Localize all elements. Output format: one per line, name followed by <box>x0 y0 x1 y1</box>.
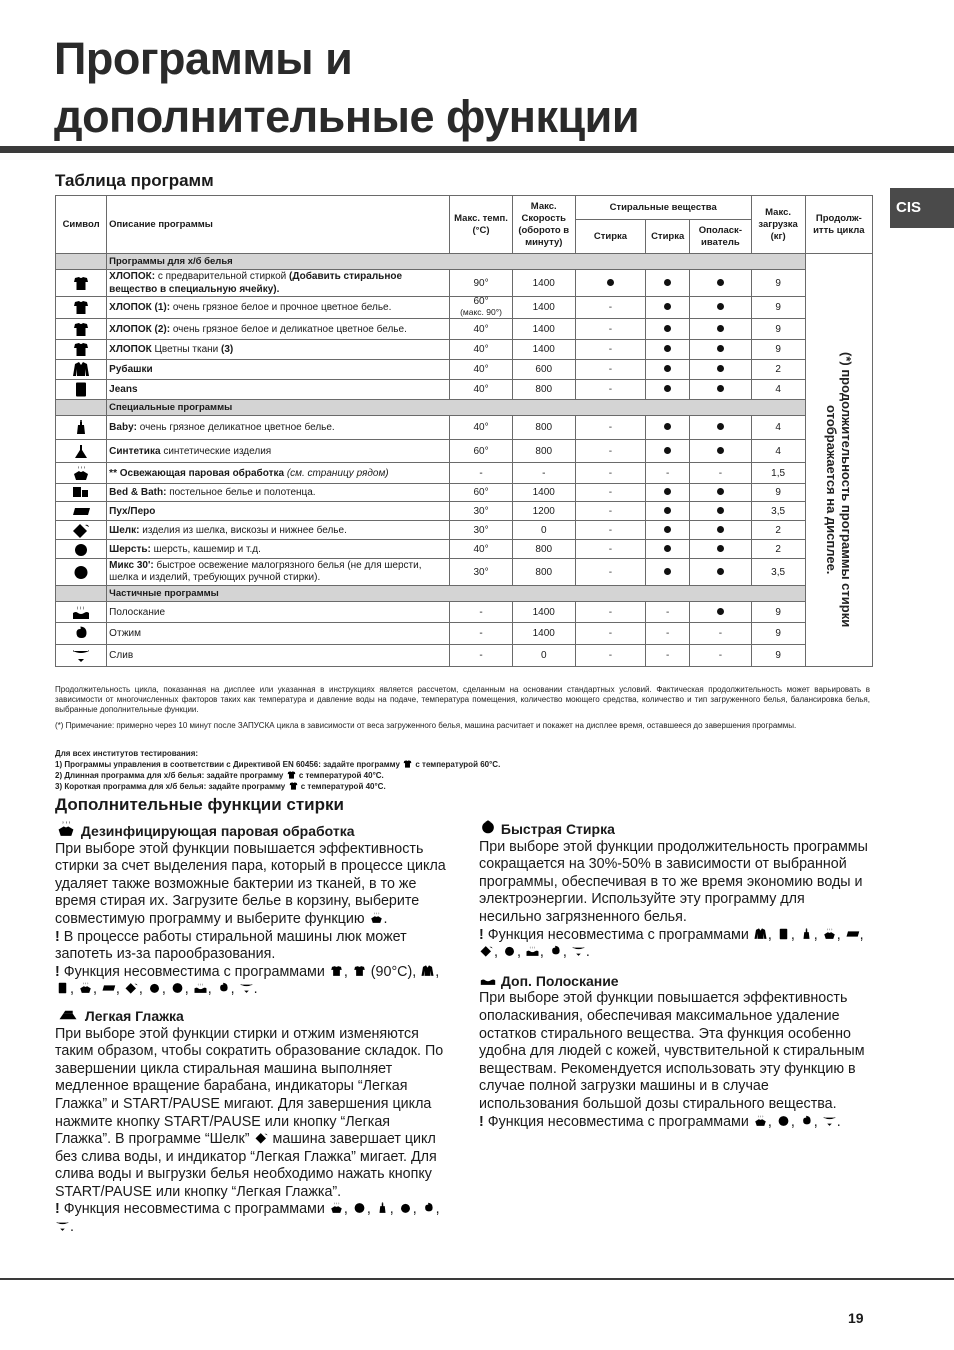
rinse-icon <box>525 944 540 958</box>
table-row: ХЛОПОК: с предварительной стиркой (Добавить стиральное вещество в специальную ячейку). 90° 1400 9 <box>56 270 873 297</box>
silk-icon <box>479 944 494 958</box>
table-row: Пух/Перо 30° 1200 - 3,5 <box>56 502 873 521</box>
jeans-icon <box>55 981 70 995</box>
category-partial: Частичные программы <box>107 586 806 602</box>
quick-title: Быстрая Стирка <box>500 821 615 837</box>
shirt-icon <box>420 964 435 978</box>
shirt-icon <box>71 361 91 378</box>
wool-icon <box>147 981 162 995</box>
down-icon <box>71 503 91 520</box>
category-special: Специальные программы <box>107 400 806 416</box>
baby-icon <box>799 927 814 941</box>
steam-icon <box>55 820 77 838</box>
rinse-icon <box>193 981 208 995</box>
footnote-note: (*) Примечание: примерно через 10 минут после ЗАПУСКА цикла в зависимости от веса загруженного белья, машина расчитает и покажет на дисплее время, оставшееся до завершения программы. <box>55 721 797 730</box>
steam-title: Дезинфицирующая паровая обработка <box>80 823 355 839</box>
title-rule <box>0 146 954 153</box>
easy-iron-title: Легкая Глажка <box>84 1007 184 1024</box>
bottom-rule <box>0 1278 954 1280</box>
table-row: Шелк: изделия из шелка, вискозы и нижнее белье. 30° 0 - 2 <box>56 521 873 540</box>
down-icon <box>101 981 116 995</box>
wool-icon <box>398 1201 413 1215</box>
footnote-testing: Для всех институтов тестирования: 1) Программы управления в соответствии с Директивой EN 60456: задайте программу с температурой 60°C. 2) Длинная программа для х/б белья: задайте программу с температурой 40°C. 3) Короткая программа для х/б белья: задайте программу с температурой 40°C. <box>55 749 501 791</box>
steam-refresh-icon <box>753 1114 768 1128</box>
jeans-icon <box>71 381 91 398</box>
header-detergents: Стиральные вещества <box>575 196 751 220</box>
category-cotton: Программы для х/б белья <box>107 254 806 270</box>
table-row: Baby: очень грязное деликатное цветное белье. 40° 800 - 4 <box>56 416 873 440</box>
mix30-icon <box>352 1201 367 1215</box>
steam-refresh-icon <box>71 465 91 482</box>
steam-refresh-icon <box>822 927 837 941</box>
table-row: Полоскание - 1400 - - 9 <box>56 602 873 623</box>
synthetic-icon <box>71 443 91 460</box>
header-max-temp: Макс. темп. (°C) <box>450 196 512 254</box>
table-row: Рубашки 40° 600 - 2 <box>56 360 873 380</box>
spin-icon <box>548 944 563 958</box>
cotton-icon <box>71 321 91 338</box>
drain-icon <box>822 1114 837 1128</box>
duration-note: (*) продолжительность программы стирки отображается на дисплее. <box>823 352 854 628</box>
drain-icon <box>71 647 91 664</box>
duration-note-cell <box>805 254 872 667</box>
table-row: Bed & Bath: постельное белье и полотенца. 60° 1400 - 9 <box>56 484 873 502</box>
cotton-icon <box>71 299 91 316</box>
cotton-icon <box>286 770 297 780</box>
header-prewash: Стирка <box>575 220 645 254</box>
functions-right-column: Быстрая Стирка При выборе этой функции продолжительность программы сокращается на 30%-50% в зависимости от выбранной программы, обеспечивая в то же время экономию воды и электроэнергии. Используйте эту программу для несильно загрязненного белья. ! Функция несовместима с программами , , , , , , , , , . Доп. Полоскание При выборе этой функции повышается эффективность ополаскивания, обеспечивая максимальное удаление остатков стирального вещества. Эта функция особенно удобна для людей с кожей, чувствительной к стиральным веществам. Рекомендуется использовать эту функцию в случае полной загрузки машины и в случае использования большой дозы стирального вещества. ! Функция несовместима с программами , , , . <box>479 818 871 1131</box>
functions-left-column: Дезинфицирующая паровая обработка При выборе этой функции повышается эффективность стирки за счет выделения пара, который в процессе цикла удаляет также возможные бактерии из тканей, в то же время стирая их. Загрузите белье в корзину, выберите совместимую программу и выберите функцию . ! В процессе работы стиральной машины люк может запотеть из-за парообразования. ! Функция несовместима с программами , (90°C), , , , , , , , , , . Легкая Глажка При выборе этой функции стирки и отжим изменяются таким образом, чтобы сократить образование складок. По завершении цикла стиральная машина выполняет медленное вращение барабана, индикаторы “Легкая Глажка” и START/PAUSE мигают. Для завершения цикла нажмите кнопку START/PAUSE или кнопку “Легкая Глажка”. В программе “Шелк” машина завершает цикл без слива воды, и индикатор “Легкая Глажка” мигает. Для слива воды и выгрузки белья необходимо нажать кнопку START/PAUSE или кнопку “Легкая Глажка”. ! Функция несовместима с программами , , , , , . <box>55 820 447 1237</box>
silk-icon <box>71 522 91 539</box>
cotton-icon <box>352 964 367 978</box>
quick-wash-icon <box>479 818 497 836</box>
table-row: Синтетика синтетические изделия 60° 800 - 4 <box>56 440 873 463</box>
cotton-prewash-icon <box>329 964 344 978</box>
table-row: ** Освежающая паровая обработка (см. страницу рядом) - - - - - 1,5 <box>56 463 873 484</box>
spin-icon <box>799 1114 814 1128</box>
header-wash: Стирка <box>646 220 690 254</box>
page-number: 19 <box>848 1310 864 1326</box>
table-row: Отжим - 1400 - - - 9 <box>56 623 873 645</box>
header-symbol: Символ <box>56 196 107 254</box>
mix30-icon <box>71 564 91 581</box>
category-row <box>56 586 873 602</box>
table-row: Jeans 40° 800 - 4 <box>56 380 873 400</box>
steam-refresh-icon <box>78 981 93 995</box>
spin-icon <box>421 1201 436 1215</box>
functions-heading: Дополнительные функции стирки <box>55 795 344 814</box>
page-title <box>54 30 874 146</box>
steam-icon <box>369 911 384 925</box>
silk-icon <box>124 981 139 995</box>
header-max-speed: Макс. Скорость (оборото в минуту) <box>512 196 575 254</box>
header-description: Описание программы <box>107 196 450 254</box>
table-row: Слив - 0 - - - 9 <box>56 645 873 667</box>
iron-icon <box>55 1007 81 1023</box>
title-line-1: Программы и <box>54 33 353 84</box>
table-row: ХЛОПОК (2): очень грязное белое и деликатное цветное белье. 40° 1400 - 9 <box>56 319 873 340</box>
silk-icon <box>254 1131 269 1145</box>
category-row <box>56 400 873 416</box>
wool-icon <box>71 541 91 558</box>
extra-rinse-icon <box>479 970 497 988</box>
cotton-icon <box>71 341 91 358</box>
spin-icon <box>216 981 231 995</box>
down-icon <box>845 927 860 941</box>
drain-icon <box>571 944 586 958</box>
cotton-icon <box>288 781 299 791</box>
mix30-icon <box>776 1114 791 1128</box>
rinse-icon <box>71 604 91 621</box>
spin-icon <box>71 625 91 642</box>
header-rinse: Ополаск-иватель <box>690 220 751 254</box>
cotton-prewash-icon <box>71 275 91 292</box>
language-tab: CIS <box>890 188 954 228</box>
header-max-load: Макс. загрузка (кг) <box>751 196 805 254</box>
table-row: Шерсть: шерсть, кашемир и т.д. 40° 800 - 2 <box>56 540 873 559</box>
header-duration: Продолж-итть цикла <box>805 196 872 254</box>
baby-icon <box>71 419 91 436</box>
table-row: ХЛОПОК (1): очень грязное белое и прочное цветное белье. 60° (макс. 90°) 1400 - 9 <box>56 297 873 319</box>
wool-icon <box>502 944 517 958</box>
category-row <box>56 254 873 270</box>
bed-bath-icon <box>71 484 91 501</box>
table-row: ХЛОПОК Цветны ткани (3) 40° 1400 - 9 <box>56 340 873 360</box>
drain-icon <box>55 1219 70 1233</box>
drain-icon <box>239 981 254 995</box>
cotton-icon <box>402 759 413 769</box>
extra-rinse-title: Доп. Полоскание <box>500 972 619 989</box>
mix30-icon <box>170 981 185 995</box>
jeans-icon <box>776 927 791 941</box>
steam-refresh-icon <box>329 1201 344 1215</box>
programs-table <box>55 195 873 667</box>
table-heading: Таблица программ <box>55 171 214 190</box>
shirt-icon <box>753 927 768 941</box>
footnote-duration: Продолжительность цикла, показанная на дисплее или указанная в инструкциях является рассчетом, сделанным на основании стандартных условий. Фактическая продолжительность может варьировать в зависимости от многочисленных факторов таких как температура и давление воды на подаче, температура помещения, количество моющего средства, количество и тип загруженного белья, балансировка белья, выбранные дополнительные функции. <box>55 685 870 714</box>
title-line-2: дополнительные функции <box>54 91 639 142</box>
table-row: Микс 30': быстрое освежение малогрязного белья (не для шерсти, шелка и изделий, требующих ручной стирки). 30° 800 - 3,5 <box>56 559 873 586</box>
baby-icon <box>375 1201 390 1215</box>
